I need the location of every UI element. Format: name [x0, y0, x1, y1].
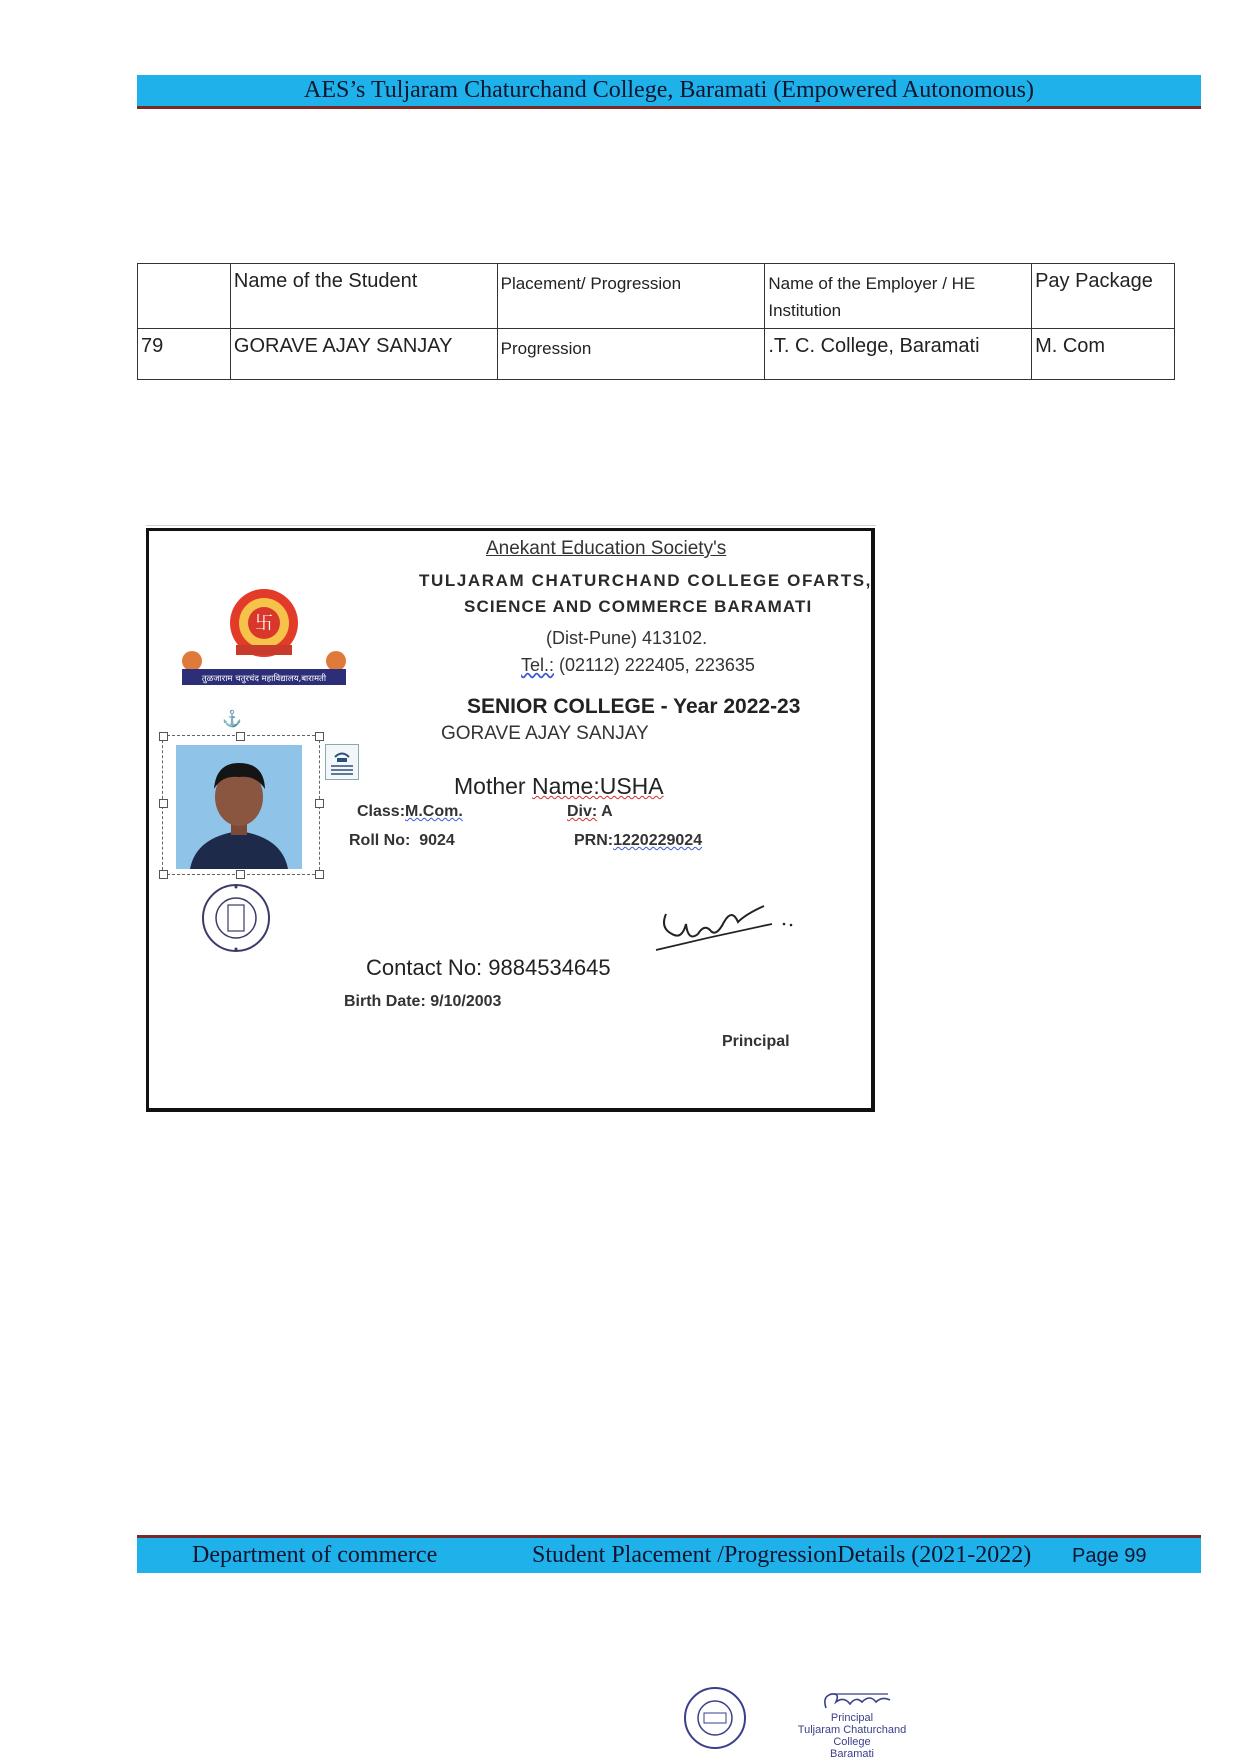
resize-handle[interactable]	[315, 799, 324, 808]
birth-date: Birth Date: 9/10/2003	[344, 993, 502, 1010]
placement-table	[137, 263, 1175, 380]
mother-name-value: Name:USHA	[531, 773, 664, 799]
resize-handle[interactable]	[236, 732, 245, 741]
cell-employer: .T. C. College, Baramati	[765, 329, 1032, 380]
attestation-principal	[782, 1712, 922, 1760]
college-seal-icon	[201, 883, 271, 953]
student-photo	[176, 745, 302, 869]
mother-prefix: Mother	[454, 773, 532, 799]
resize-handle[interactable]	[159, 732, 168, 741]
college-name-line2: SCIENCE AND COMMERCE BARAMATI	[464, 597, 813, 616]
contact-number: Contact No: 9884534645	[366, 955, 611, 980]
attestation-signature	[820, 1690, 895, 1714]
tel-label: Tel.:	[521, 655, 555, 675]
roll-value: 9024	[419, 832, 455, 849]
class-label: Class:	[357, 803, 406, 820]
college-logo	[174, 583, 354, 698]
roll-label: Roll No:	[349, 832, 411, 849]
prn-label: PRN:	[574, 832, 614, 849]
cell-student-name: GORAVE AJAY SANJAY	[230, 329, 497, 380]
table-header-row	[138, 264, 1175, 329]
cell-placement: Progression	[497, 329, 765, 380]
header-cell-student-name: Name of the Student	[230, 264, 497, 329]
footer-department: Department of commerce	[192, 1542, 438, 1568]
header-cell-serial	[138, 264, 231, 329]
card-student-name: GORAVE AJAY SANJAY	[441, 723, 649, 744]
attestation-line3: Baramati	[829, 1748, 875, 1760]
resize-handle[interactable]	[159, 870, 168, 879]
svg-text:卐: 卐	[255, 613, 273, 634]
principal-label: Principal	[722, 1033, 790, 1050]
attestation-line1: Principal	[830, 1712, 874, 1724]
anchor-icon: ⚓	[222, 711, 242, 728]
header-band	[137, 75, 1201, 109]
prn-field	[574, 832, 702, 850]
footer-page-number: Page 99	[1072, 1545, 1147, 1567]
resize-handle[interactable]	[159, 799, 168, 808]
svg-text:तुळजाराम चतुरचंद महाविद्यालय,ब: तुळजाराम चतुरचंद महाविद्यालय,बारामती	[201, 674, 327, 684]
session-title: SENIOR COLLEGE - Year 2022-23	[467, 695, 801, 718]
footer-title: Student Placement /ProgressionDetails (2021-2022)	[532, 1542, 1032, 1568]
header-cell-employer: Name of the Employer / HE Institution	[765, 264, 1032, 329]
cell-serial: 79	[138, 329, 231, 380]
page-header-title: AES’s Tuljaram Chaturchand College, Baramati (Empowered Autonomous)	[304, 77, 1034, 103]
resize-handle[interactable]	[236, 870, 245, 879]
resize-handle[interactable]	[315, 732, 324, 741]
mother-name	[454, 773, 664, 800]
layout-options-icon[interactable]	[325, 744, 359, 780]
div-label: Div:	[567, 803, 598, 820]
tel-numbers: (02112) 222405, 223635	[559, 655, 755, 675]
attestation-line2: Tuljaram Chaturchand College	[797, 1724, 907, 1748]
principal-signature	[654, 884, 804, 964]
header-cell-pay-package: Pay Package	[1032, 264, 1175, 329]
attestation-seal-icon	[683, 1686, 747, 1750]
prn-value: 1220229024	[613, 832, 703, 849]
class-field	[357, 803, 463, 821]
college-district: (Dist-Pune) 413102.	[546, 628, 708, 648]
society-name: Anekant Education Society's	[486, 538, 727, 559]
roll-field	[349, 832, 455, 850]
div-field	[567, 803, 613, 821]
footer-band	[137, 1535, 1201, 1573]
college-telephone	[521, 655, 755, 676]
header-cell-placement: Placement/ Progression	[497, 264, 765, 329]
cell-pay-package: M. Com	[1032, 329, 1175, 380]
student-id-card	[146, 528, 875, 1112]
div-value: A	[597, 803, 613, 820]
table-row	[138, 329, 1175, 380]
class-value: M.Com.	[405, 803, 463, 820]
resize-handle[interactable]	[315, 870, 324, 879]
card-top-rule	[146, 525, 876, 526]
college-name-line1: TULJARAM CHATURCHAND COLLEGE OFARTS,	[419, 571, 872, 590]
